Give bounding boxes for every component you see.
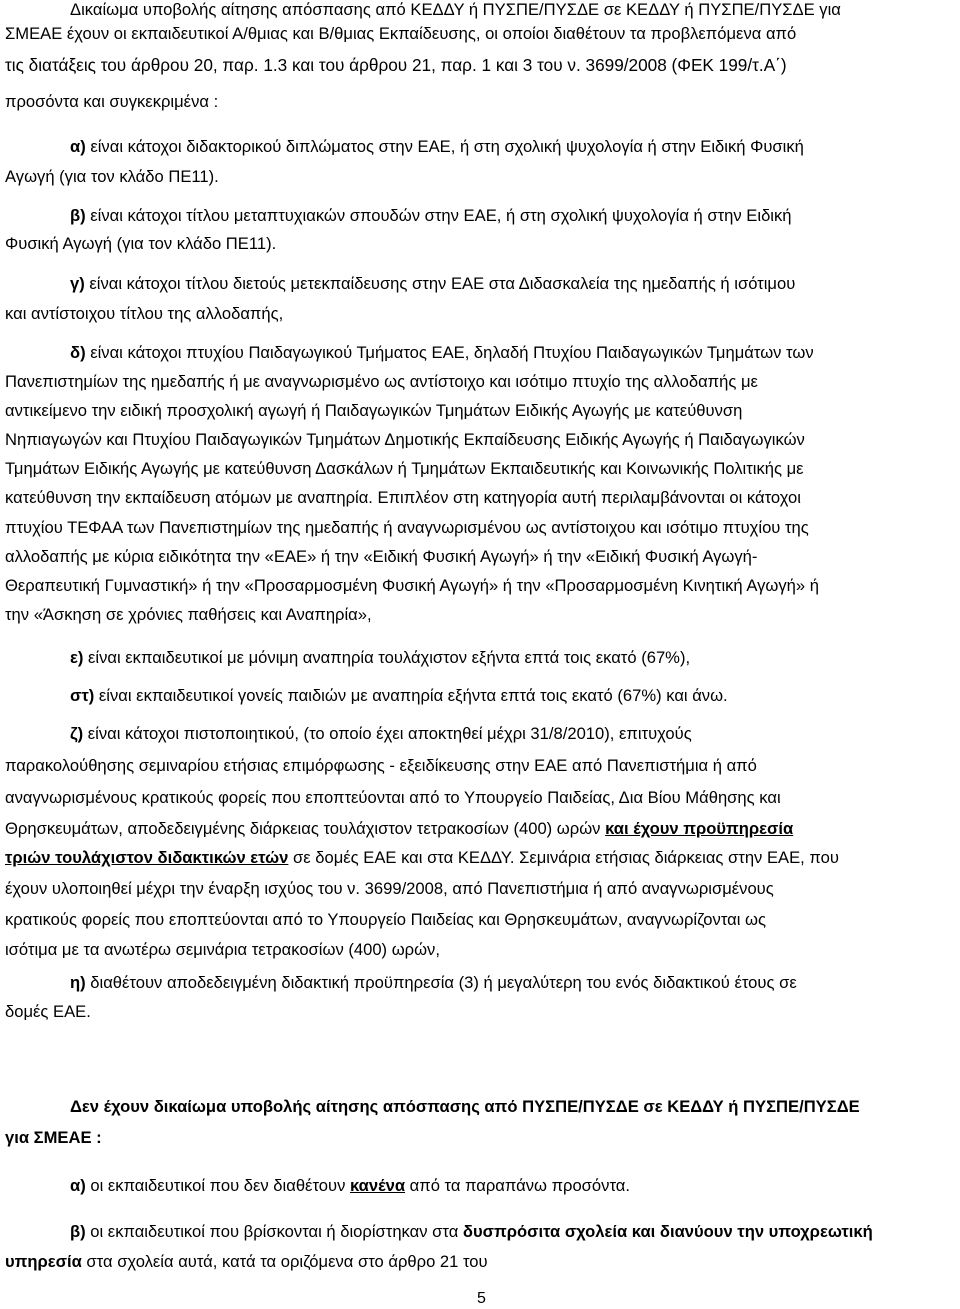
exclusion-heading-line-1: Δεν έχουν δικαίωμα υποβολής αίτησης απόσπασης από ΠΥΣΠΕ/ΠΥΣΔΕ σε ΚΕΔΔΥ ή ΠΥΣΠΕ/ΠΥΣΔΕ <box>70 1097 860 1116</box>
item-d-line-2: Πανεπιστημίων της ημεδαπής ή με αναγνωρισμένο ως αντίστοιχο και ισότιμο πτυχίο της αλλοδαπής με <box>5 372 758 391</box>
item-h-line-2: δομές ΕΑΕ. <box>5 1002 91 1021</box>
emphasis-three-years: τριών τουλάχιστον διδακτικών ετών <box>5 848 289 867</box>
exclusion-item-b-line-1: β) οι εκπαιδευτικοί που βρίσκονται ή διορίστηκαν στα δυσπρόσιτα σχολεία και διανύουν την υποχρεωτική <box>70 1222 873 1241</box>
emphasis-remote-schools: δυσπρόσιτα σχολεία και διανύουν την υποχρεωτική <box>462 1222 873 1241</box>
item-c-line-2: και αντίστοιχου τίτλου της αλλοδαπής, <box>5 304 284 323</box>
item-d-line-8: αλλοδαπής με κύρια ειδικότητα την «ΕΑΕ» ή την «Ειδική Φυσική Αγωγή» ή την «Ειδική Φυσική Αγωγή- <box>5 547 758 566</box>
intro-line-3: τις διατάξεις του άρθρου 20, παρ. 1.3 και του άρθρου 21, παρ. 1 και 3 του ν. 3699/2008 (ΦΕΚ 199/τ.Α΄) <box>5 55 787 75</box>
item-d-line-6: κατεύθυνση την εκπαίδευση ατόμων με αναπηρία. Επιπλέον στη κατηγορία αυτή περιλαμβάνονται οι κάτοχοι <box>5 488 801 507</box>
item-h-label: η) <box>70 973 86 992</box>
item-d-line-9: Θεραπευτική Γυμναστική» ή την «Προσαρμοσμένη Φυσική Αγωγή» ή την «Προσαρμοσμένη Κινητική Αγωγή» ή <box>5 576 819 595</box>
exclusion-heading-line-2: για ΣΜΕΑΕ : <box>5 1128 102 1147</box>
item-z-label: ζ) <box>70 724 84 743</box>
item-st-line-1: στ) είναι εκπαιδευτικοί γονείς παιδιών με αναπηρία εξήντα επτά τοις εκατό (67%) και άνω. <box>70 686 728 705</box>
item-z-line-1: ζ) είναι κάτοχοι πιστοποιητικού, (το οποίο έχει αποκτηθεί μέχρι 31/8/2010), επιτυχούς <box>70 724 692 743</box>
item-c-line-1: γ) είναι κάτοχοι τίτλου διετούς μετεκπαίδευσης στην ΕΑΕ στα Διδασκαλεία της ημεδαπής ή ισότιμου <box>70 274 796 293</box>
item-z-line-2: παρακολούθησης σεμιναρίου ετήσιας επιμόρφωσης - εξειδίκευσης στην ΕΑΕ από Πανεπιστήμια ή από <box>5 756 757 775</box>
item-z-line-6: έχουν υλοποιηθεί μέχρι την έναρξη ισχύος του ν. 3699/2008, από Πανεπιστήμια ή από αναγνωρισμένους <box>5 879 774 898</box>
item-z-line-7: κρατικούς φορείς που εποπτεύονται από το Υπουργείο Παιδείας και Θρησκευμάτων, αναγνωρίζονται ως <box>5 910 766 929</box>
item-z-line-3: αναγνωρισμένους κρατικούς φορείς που εποπτεύονται από το Υπουργείο Παιδείας, Δια Βίου Μάθησης και <box>5 788 781 807</box>
item-d-line-3: αντικείμενο την ειδική προσχολική αγωγή ή Παιδαγωγικών Τμημάτων Ειδικής Αγωγής με κατεύθυνση <box>5 401 743 420</box>
emphasis-none: κανένα <box>349 1176 406 1195</box>
item-z-line-5: τριών τουλάχιστον διδακτικών ετών σε δομές ΕΑΕ και στα ΚΕΔΔΥ. Σεμινάρια ετήσιας διάρκειας στην ΕΑΕ, που <box>5 848 839 867</box>
item-d-label: δ) <box>70 343 86 362</box>
item-b-label: β) <box>70 206 86 225</box>
exclusion-item-a: α) οι εκπαιδευτικοί που δεν διαθέτουν κανένα από τα παραπάνω προσόντα. <box>70 1176 630 1195</box>
intro-line-2: ΣΜΕΑΕ έχουν οι εκπαιδευτικοί Α/θμιας και Β/θμιας Εκπαίδευσης, οι οποίοι διαθέτουν τα προβλεπόμενα από <box>5 24 797 43</box>
intro-line-4: προσόντα και συγκεκριμένα : <box>5 92 219 111</box>
item-d-line-7: πτυχίου ΤΕΦΑΑ των Πανεπιστημίων της ημεδαπής ή αναγνωρισμένου ως αντίστοιχου και ισότιμο πτυχίου της <box>5 518 809 537</box>
intro-line-1: Δικαίωμα υποβολής αίτησης απόσπασης από ΚΕΔΔΥ ή ΠΥΣΠΕ/ΠΥΣΔΕ σε ΚΕΔΔΥ ή ΠΥΣΠΕ/ΠΥΣΔΕ για <box>70 0 841 19</box>
emphasis-prior-service: και έχουν προϋπηρεσία <box>605 819 794 838</box>
exclusion-item-b-line-2: υπηρεσία στα σχολεία αυτά, κατά τα οριζόμενα στο άρθρο 21 του <box>5 1252 488 1271</box>
item-c-label: γ) <box>70 274 85 293</box>
item-b-line-2: Φυσική Αγωγή (για τον κλάδο ΠΕ11). <box>5 234 277 253</box>
item-d-line-5: Τμημάτων Ειδικής Αγωγής με κατεύθυνση Δασκάλων ή Τμημάτων Εκπαιδευτικής και Κοινωνικής Πολιτικής με <box>5 459 804 478</box>
item-a-line-2: Αγωγή (για τον κλάδο ΠΕ11). <box>5 167 219 186</box>
item-e-line-1: ε) είναι εκπαιδευτικοί με μόνιμη αναπηρία τουλάχιστον εξήντα επτά τοις εκατό (67%), <box>70 648 691 667</box>
item-e-label: ε) <box>70 648 84 667</box>
item-a-label: α) <box>70 137 86 156</box>
item-b-line-1: β) είναι κάτοχοι τίτλου μεταπτυχιακών σπουδών στην ΕΑΕ, ή στη σχολική ψυχολογία ή στην Ειδική <box>70 206 792 225</box>
item-st-label: στ) <box>70 686 95 705</box>
item-h-line-1: η) διαθέτουν αποδεδειγμένη διδακτική προϋπηρεσία (3) ή μεγαλύτερη του ενός διδακτικού έτους σε <box>70 973 797 992</box>
page-number: 5 <box>477 1290 486 1307</box>
item-a-line-1: α) είναι κάτοχοι διδακτορικού διπλώματος στην ΕΑΕ, ή στη σχολική ψυχολογία ή στην Ειδική Φυσική <box>70 137 804 156</box>
item-z-line-4: Θρησκευμάτων, αποδεδειγμένης διάρκειας τουλάχιστον τετρακοσίων (400) ωρών και έχουν προϋπηρεσία <box>5 819 794 838</box>
item-d-line-10: την «Άσκηση σε χρόνιες παθήσεις και Αναπηρία», <box>5 605 372 624</box>
item-z-line-8: ισότιμα με τα ανωτέρω σεμινάρια τετρακοσίων (400) ωρών, <box>5 940 440 959</box>
item-d-line-1: δ) είναι κάτοχοι πτυχίου Παιδαγωγικού Τμήματος ΕΑΕ, δηλαδή Πτυχίου Παιδαγωγικών Τμημάτων των <box>70 343 814 362</box>
item-d-line-4: Νηπιαγωγών και Πτυχίου Παιδαγωγικών Τμημάτων Δημοτικής Εκπαίδευσης Ειδικής Αγωγής ή Παιδαγωγικών <box>5 430 805 449</box>
exclusion-b-label: β) <box>70 1222 86 1241</box>
exclusion-a-label: α) <box>70 1176 86 1195</box>
